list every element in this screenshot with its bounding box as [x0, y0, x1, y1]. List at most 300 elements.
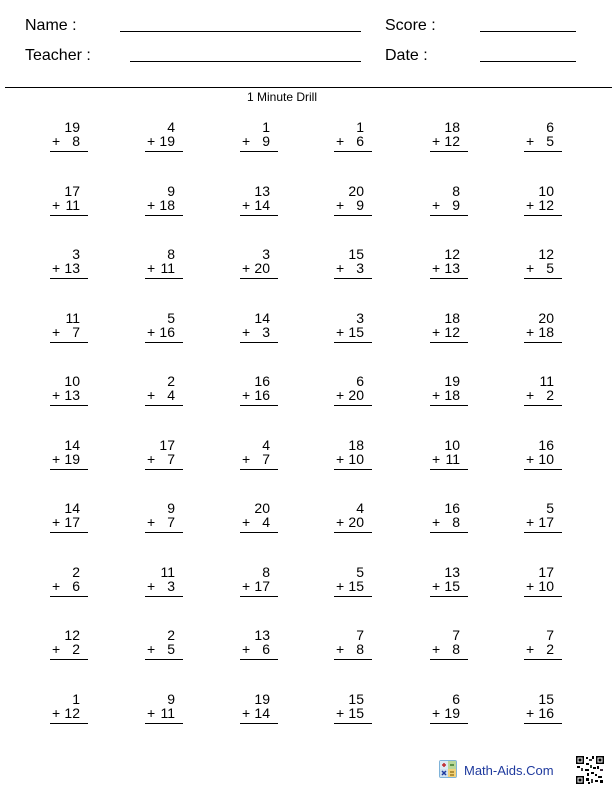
addend-top: 6 — [356, 373, 364, 389]
addend-bottom: 5 — [546, 133, 554, 149]
answer-line[interactable] — [240, 215, 278, 216]
answer-line[interactable] — [240, 405, 278, 406]
addend-top: 7 — [452, 627, 460, 643]
addend-bottom-row — [334, 134, 372, 148]
answer-line[interactable] — [334, 532, 372, 533]
addend-bottom: 16 — [159, 324, 175, 340]
addend-top: 19 — [254, 691, 270, 707]
addition-problem — [334, 120, 372, 148]
addend-top: 15 — [348, 246, 364, 262]
plus-operator: + — [52, 451, 61, 467]
answer-line[interactable] — [524, 596, 562, 597]
plus-operator: + — [526, 641, 535, 657]
addend-bottom: 6 — [356, 133, 364, 149]
answer-line[interactable] — [334, 469, 372, 470]
name-label: Name : — [25, 17, 77, 34]
answer-line[interactable] — [145, 342, 183, 343]
addend-bottom: 10 — [348, 451, 364, 467]
plus-operator: + — [526, 260, 535, 276]
addend-top: 4 — [356, 500, 364, 516]
plus-operator: + — [242, 260, 251, 276]
addition-problem — [50, 501, 88, 529]
addend-top: 6 — [452, 691, 460, 707]
addend-bottom-row — [334, 261, 372, 275]
addend-bottom-row — [50, 134, 88, 148]
addend-top: 1 — [72, 691, 80, 707]
addend-bottom: 15 — [348, 578, 364, 594]
answer-line[interactable] — [145, 659, 183, 660]
answer-line[interactable] — [240, 342, 278, 343]
addend-bottom-row — [430, 388, 468, 402]
addition-problem — [240, 438, 278, 466]
addend-bottom: 14 — [254, 197, 270, 213]
answer-line[interactable] — [430, 596, 468, 597]
plus-operator: + — [147, 451, 156, 467]
answer-line[interactable] — [524, 659, 562, 660]
answer-line[interactable] — [50, 469, 88, 470]
addend-top: 13 — [254, 627, 270, 643]
answer-line[interactable] — [145, 405, 183, 406]
answer-line[interactable] — [334, 723, 372, 724]
addend-top: 1 — [356, 119, 364, 135]
addend-bottom-row — [524, 134, 562, 148]
addend-bottom: 12 — [444, 324, 460, 340]
addition-problem — [240, 120, 278, 148]
addition-problem — [145, 120, 183, 148]
addition-problem — [524, 120, 562, 148]
plus-operator: + — [52, 641, 61, 657]
addend-bottom-row — [240, 452, 278, 466]
addend-bottom-row — [334, 515, 372, 529]
addition-problem — [145, 184, 183, 212]
addition-problem — [334, 628, 372, 656]
addend-bottom-row — [240, 642, 278, 656]
addend-bottom-row — [524, 579, 562, 593]
addend-bottom: 18 — [159, 197, 175, 213]
addend-bottom-row — [240, 325, 278, 339]
addend-bottom: 19 — [64, 451, 80, 467]
answer-line[interactable] — [50, 215, 88, 216]
addend-bottom-row — [524, 706, 562, 720]
addend-top: 19 — [444, 373, 460, 389]
addition-problem — [145, 374, 183, 402]
plus-operator: + — [242, 514, 251, 530]
answer-line[interactable] — [145, 596, 183, 597]
addend-top: 3 — [262, 246, 270, 262]
plus-operator: + — [526, 451, 535, 467]
addend-top: 14 — [254, 310, 270, 326]
answer-line[interactable] — [240, 659, 278, 660]
addend-bottom-row — [334, 325, 372, 339]
addition-problem — [240, 311, 278, 339]
answer-line[interactable] — [240, 469, 278, 470]
plus-operator: + — [147, 641, 156, 657]
addend-bottom-row — [50, 706, 88, 720]
addition-problem — [524, 311, 562, 339]
answer-line[interactable] — [524, 532, 562, 533]
addend-bottom: 14 — [254, 705, 270, 721]
addition-problem — [430, 311, 468, 339]
answer-line[interactable] — [524, 723, 562, 724]
addend-bottom: 9 — [356, 197, 364, 213]
addition-problem — [524, 247, 562, 275]
addition-problem — [524, 692, 562, 720]
addition-problem — [145, 565, 183, 593]
addend-bottom-row — [430, 515, 468, 529]
answer-line[interactable] — [50, 405, 88, 406]
addition-problem — [50, 438, 88, 466]
addend-bottom-row — [334, 452, 372, 466]
answer-line[interactable] — [334, 151, 372, 152]
addition-problem — [50, 628, 88, 656]
addend-bottom-row — [50, 515, 88, 529]
qr-code-icon — [575, 755, 605, 785]
addition-problem — [50, 120, 88, 148]
plus-operator: + — [52, 260, 61, 276]
answer-line[interactable] — [524, 342, 562, 343]
addend-bottom: 8 — [356, 641, 364, 657]
addend-bottom-row — [145, 642, 183, 656]
answer-line[interactable] — [240, 532, 278, 533]
plus-operator: + — [432, 133, 441, 149]
addend-bottom-row — [145, 388, 183, 402]
addition-problem — [524, 501, 562, 529]
plus-operator: + — [336, 133, 345, 149]
addend-bottom-row — [50, 388, 88, 402]
plus-operator: + — [147, 324, 156, 340]
addend-top: 12 — [64, 627, 80, 643]
addend-bottom-row — [524, 261, 562, 275]
plus-operator: + — [336, 705, 345, 721]
addend-bottom: 15 — [348, 705, 364, 721]
answer-line[interactable] — [524, 469, 562, 470]
addition-problem — [240, 501, 278, 529]
addend-bottom: 20 — [254, 260, 270, 276]
addend-top: 17 — [538, 564, 554, 580]
plus-operator: + — [147, 260, 156, 276]
plus-operator: + — [147, 578, 156, 594]
plus-operator: + — [52, 133, 61, 149]
addend-top: 14 — [64, 437, 80, 453]
answer-line[interactable] — [145, 151, 183, 152]
addend-bottom-row — [50, 198, 88, 212]
addend-top: 12 — [444, 246, 460, 262]
addend-top: 5 — [167, 310, 175, 326]
addend-bottom-row — [334, 706, 372, 720]
addend-top: 14 — [64, 500, 80, 516]
addend-top: 17 — [159, 437, 175, 453]
answer-line[interactable] — [50, 278, 88, 279]
addend-bottom: 4 — [262, 514, 270, 530]
addend-bottom-row — [524, 388, 562, 402]
score-field-line[interactable] — [480, 31, 576, 32]
addend-bottom-row — [145, 452, 183, 466]
plus-operator: + — [147, 705, 156, 721]
answer-line[interactable] — [50, 151, 88, 152]
addend-bottom: 4 — [167, 387, 175, 403]
plus-operator: + — [336, 451, 345, 467]
answer-line[interactable] — [334, 405, 372, 406]
addend-top: 11 — [160, 564, 175, 580]
addition-problem — [334, 501, 372, 529]
addend-bottom: 2 — [546, 387, 554, 403]
addend-bottom-row — [240, 261, 278, 275]
plus-operator: + — [432, 641, 441, 657]
addition-problem — [430, 565, 468, 593]
addend-bottom: 15 — [444, 578, 460, 594]
addend-top: 13 — [444, 564, 460, 580]
answer-line[interactable] — [334, 596, 372, 597]
answer-line[interactable] — [430, 215, 468, 216]
addend-top: 10 — [538, 183, 554, 199]
addition-problem — [524, 184, 562, 212]
addend-bottom-row — [240, 706, 278, 720]
addend-bottom: 18 — [444, 387, 460, 403]
addition-problem — [334, 184, 372, 212]
plus-operator: + — [147, 387, 156, 403]
answer-line[interactable] — [334, 215, 372, 216]
addend-top: 2 — [167, 373, 175, 389]
plus-operator: + — [526, 705, 535, 721]
addition-problem — [430, 184, 468, 212]
addition-problem — [240, 184, 278, 212]
addend-bottom-row — [524, 452, 562, 466]
addend-bottom-row — [430, 642, 468, 656]
addend-bottom: 8 — [452, 514, 460, 530]
addend-top: 17 — [64, 183, 80, 199]
addend-bottom: 17 — [64, 514, 80, 530]
addend-top: 4 — [262, 437, 270, 453]
addition-problem — [50, 565, 88, 593]
addend-bottom: 3 — [356, 260, 364, 276]
addend-bottom-row — [145, 198, 183, 212]
addition-problem — [145, 311, 183, 339]
addition-problem — [240, 692, 278, 720]
addend-top: 16 — [444, 500, 460, 516]
answer-line[interactable] — [430, 151, 468, 152]
worksheet-title — [0, 90, 612, 104]
addition-problem — [145, 438, 183, 466]
addend-bottom: 8 — [72, 133, 80, 149]
addend-top: 2 — [167, 627, 175, 643]
plus-operator: + — [147, 514, 156, 530]
addend-bottom-row — [334, 579, 372, 593]
addend-bottom-row — [145, 515, 183, 529]
addend-top: 12 — [538, 246, 554, 262]
addend-bottom: 3 — [167, 578, 175, 594]
addend-bottom-row — [430, 579, 468, 593]
plus-operator: + — [336, 641, 345, 657]
addition-problem — [145, 501, 183, 529]
addition-problem — [240, 628, 278, 656]
answer-line[interactable] — [50, 596, 88, 597]
addend-bottom: 2 — [72, 641, 80, 657]
addend-bottom-row — [524, 642, 562, 656]
teacher-label: Teacher : — [25, 47, 91, 64]
addend-bottom-row — [430, 452, 468, 466]
answer-line[interactable] — [145, 278, 183, 279]
addend-bottom-row — [50, 642, 88, 656]
answer-line[interactable] — [430, 659, 468, 660]
answer-line[interactable] — [334, 659, 372, 660]
addend-bottom: 11 — [160, 260, 175, 276]
addend-top: 7 — [546, 627, 554, 643]
addend-top: 8 — [167, 246, 175, 262]
answer-line[interactable] — [50, 659, 88, 660]
plus-operator: + — [526, 324, 535, 340]
addition-problem — [50, 184, 88, 212]
name-field-line[interactable] — [120, 31, 361, 32]
addend-top: 15 — [348, 691, 364, 707]
plus-operator: + — [242, 133, 251, 149]
brand-link[interactable]: Math-Aids.Com — [464, 763, 554, 778]
addend-bottom-row — [50, 325, 88, 339]
addition-problem — [430, 628, 468, 656]
addend-bottom-row — [430, 706, 468, 720]
addend-bottom: 6 — [72, 578, 80, 594]
addend-top: 20 — [348, 183, 364, 199]
addition-problem — [240, 247, 278, 275]
score-label: Score : — [385, 17, 436, 34]
plus-operator: + — [52, 514, 61, 530]
addition-problem — [50, 311, 88, 339]
addend-bottom-row — [430, 325, 468, 339]
plus-operator: + — [526, 514, 535, 530]
date-field-line[interactable] — [480, 61, 576, 62]
addition-problem — [430, 374, 468, 402]
plus-operator: + — [242, 387, 251, 403]
addend-bottom: 20 — [348, 514, 364, 530]
addend-bottom: 12 — [538, 197, 554, 213]
answer-line[interactable] — [240, 723, 278, 724]
plus-operator: + — [432, 324, 441, 340]
answer-line[interactable] — [524, 151, 562, 152]
plus-operator: + — [242, 705, 251, 721]
addition-problem — [145, 628, 183, 656]
addend-top: 11 — [65, 310, 80, 326]
addend-bottom-row — [334, 642, 372, 656]
addend-bottom-row — [240, 388, 278, 402]
addend-bottom: 10 — [538, 451, 554, 467]
plus-operator: + — [242, 451, 251, 467]
answer-line[interactable] — [145, 215, 183, 216]
header-divider — [5, 87, 612, 88]
addend-top: 1 — [262, 119, 270, 135]
addend-bottom-row — [240, 134, 278, 148]
addition-problem — [145, 247, 183, 275]
answer-line[interactable] — [240, 596, 278, 597]
plus-operator: + — [336, 514, 345, 530]
addend-bottom-row — [50, 261, 88, 275]
answer-line[interactable] — [240, 151, 278, 152]
answer-line[interactable] — [430, 278, 468, 279]
answer-line[interactable] — [524, 405, 562, 406]
addend-bottom: 11 — [445, 451, 460, 467]
addend-top: 6 — [546, 119, 554, 135]
calculator-icon — [439, 760, 457, 778]
answer-line[interactable] — [430, 723, 468, 724]
teacher-field-line[interactable] — [130, 61, 361, 62]
answer-line[interactable] — [334, 278, 372, 279]
addend-bottom-row — [240, 198, 278, 212]
addition-problem — [240, 565, 278, 593]
answer-line[interactable] — [524, 278, 562, 279]
addend-bottom: 13 — [64, 387, 80, 403]
addend-bottom: 8 — [452, 641, 460, 657]
plus-operator: + — [432, 197, 441, 213]
addend-bottom-row — [50, 579, 88, 593]
addend-bottom: 13 — [64, 260, 80, 276]
answer-line[interactable] — [50, 723, 88, 724]
addend-top: 20 — [254, 500, 270, 516]
addend-top: 10 — [444, 437, 460, 453]
addend-bottom-row — [50, 452, 88, 466]
answer-line[interactable] — [334, 342, 372, 343]
plus-operator: + — [52, 197, 61, 213]
addend-top: 11 — [539, 373, 554, 389]
addend-bottom-row — [524, 325, 562, 339]
answer-line[interactable] — [50, 342, 88, 343]
addition-problem — [430, 692, 468, 720]
addend-bottom: 10 — [538, 578, 554, 594]
addend-top: 3 — [72, 246, 80, 262]
addend-bottom: 2 — [546, 641, 554, 657]
answer-line[interactable] — [430, 532, 468, 533]
plus-operator: + — [242, 197, 251, 213]
addend-bottom: 17 — [538, 514, 554, 530]
addition-problem — [240, 374, 278, 402]
answer-line[interactable] — [430, 469, 468, 470]
addend-bottom: 5 — [546, 260, 554, 276]
plus-operator: + — [526, 387, 535, 403]
addend-bottom: 5 — [167, 641, 175, 657]
title-text: 1 Minute Drill — [246, 90, 318, 104]
plus-operator: + — [242, 578, 251, 594]
addition-problem — [334, 438, 372, 466]
addend-top: 19 — [64, 119, 80, 135]
plus-operator: + — [336, 260, 345, 276]
addend-top: 16 — [254, 373, 270, 389]
addend-top: 9 — [167, 183, 175, 199]
addition-problem — [334, 247, 372, 275]
addend-bottom-row — [334, 198, 372, 212]
plus-operator: + — [242, 324, 251, 340]
plus-operator: + — [432, 705, 441, 721]
addend-top: 20 — [538, 310, 554, 326]
addend-bottom: 13 — [444, 260, 460, 276]
answer-line[interactable] — [145, 532, 183, 533]
addition-problem — [430, 120, 468, 148]
addend-bottom-row — [524, 515, 562, 529]
answer-line[interactable] — [145, 469, 183, 470]
plus-operator: + — [147, 133, 156, 149]
answer-line[interactable] — [50, 532, 88, 533]
addend-top: 18 — [444, 119, 460, 135]
addend-top: 10 — [64, 373, 80, 389]
addend-bottom-row — [145, 261, 183, 275]
answer-line[interactable] — [240, 278, 278, 279]
answer-line[interactable] — [145, 723, 183, 724]
addend-bottom: 11 — [160, 705, 175, 721]
addition-problem — [524, 565, 562, 593]
answer-line[interactable] — [524, 215, 562, 216]
answer-line[interactable] — [430, 405, 468, 406]
plus-operator: + — [336, 578, 345, 594]
addend-bottom: 16 — [538, 705, 554, 721]
answer-line[interactable] — [430, 342, 468, 343]
addend-bottom: 19 — [159, 133, 175, 149]
plus-operator: + — [52, 324, 61, 340]
